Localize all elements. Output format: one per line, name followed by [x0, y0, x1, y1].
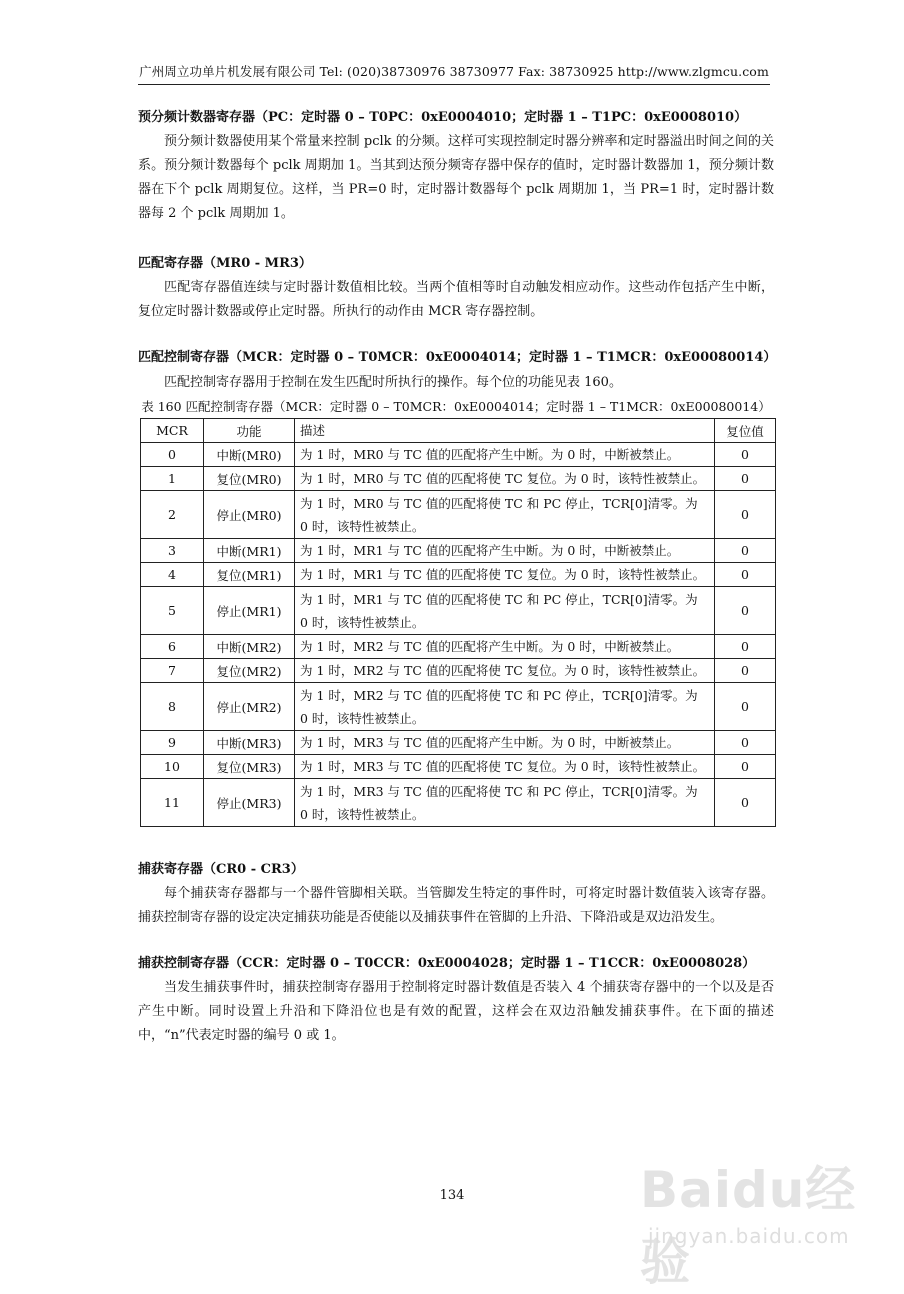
cell-description: 为 1 时，MR3 与 TC 值的匹配将使 TC 复位。为 0 时，该特性被禁止。: [295, 755, 715, 779]
cell-function: 中断(MR3): [204, 731, 295, 755]
cell-reset: 0: [715, 563, 776, 587]
cell-description: 为 1 时，MR2 与 TC 值的匹配将使 TC 和 PC 停止，TCR[0]清零。为 0 时，该特性被禁止。: [295, 683, 715, 731]
table-row: [141, 443, 776, 467]
cell-description: 为 1 时，MR2 与 TC 值的匹配将使 TC 复位。为 0 时，该特性被禁止。: [295, 659, 715, 683]
table-row: [141, 539, 776, 563]
section-body: 匹配寄存器值连续与定时器计数值相比较。当两个值相等时自动触发相应动作。这些动作包括产生中断，复位定时器计数器或停止定时器。所执行的动作由 MCR 寄存器控制。: [138, 280, 774, 319]
cell-function: 停止(MR0): [204, 491, 295, 539]
table-row: [141, 659, 776, 683]
section-prescale-counter: [138, 108, 774, 226]
cell-description: 为 1 时，MR3 与 TC 值的匹配将产生中断。为 0 时，中断被禁止。: [295, 731, 715, 755]
cell-function: 中断(MR1): [204, 539, 295, 563]
mcr-table: [140, 418, 776, 827]
table-row: [141, 587, 776, 635]
table-row: [141, 491, 776, 539]
section-title: 匹配寄存器（MR0 - MR3）: [138, 256, 312, 271]
header-function: 功能: [204, 419, 295, 443]
header-description: 描述: [295, 419, 715, 443]
watermark-url: jingyan.baidu.com: [648, 1224, 850, 1248]
cell-function: 中断(MR0): [204, 443, 295, 467]
cell-reset: 0: [715, 635, 776, 659]
section-capture-register: [138, 860, 774, 930]
cell-reset: 0: [715, 467, 776, 491]
cell-description: 为 1 时，MR3 与 TC 值的匹配将使 TC 和 PC 停止，TCR[0]清零。为 0 时，该特性被禁止。: [295, 779, 715, 827]
table-row: [141, 467, 776, 491]
section-title: 预分频计数器寄存器（PC：定时器 0 – T0PC：0xE0004010；定时器 1 – T1PC：0xE0008010）: [138, 110, 748, 125]
section-title: 匹配控制寄存器（MCR：定时器 0 – T0MCR：0xE0004014；定时器 1 – T1MCR：0xE00080014）: [138, 350, 777, 365]
table-row: [141, 635, 776, 659]
cell-mcr: 8: [141, 683, 204, 731]
cell-function: 中断(MR2): [204, 635, 295, 659]
cell-mcr: 7: [141, 659, 204, 683]
section-body: 预分频计数器使用某个常量来控制 pclk 的分频。这样可实现控制定时器分辨率和定时器溢出时间之间的关系。预分频计数器每个 pclk 周期加 1。当其到达预分频寄存器中保存的值时，定时器计数器加 1，预分频计数器在下个 pclk 周期复位。这样，当 PR=0 时，定时器计数器每个 pclk 周期加 1，当 PR=1 时，定时器计数器每 2 个 pclk 周期加 1。: [138, 134, 774, 221]
cell-reset: 0: [715, 779, 776, 827]
cell-mcr: 2: [141, 491, 204, 539]
header-reset: 复位值: [715, 419, 776, 443]
header-mcr: MCR: [141, 419, 204, 443]
section-title: 捕获控制寄存器（CCR：定时器 0 – T0CCR：0xE0004028；定时器 1 – T1CCR：0xE0008028）: [138, 956, 756, 971]
cell-description: 为 1 时，MR0 与 TC 值的匹配将使 TC 和 PC 停止，TCR[0]清零。为 0 时，该特性被禁止。: [295, 491, 715, 539]
cell-mcr: 4: [141, 563, 204, 587]
cell-reset: 0: [715, 587, 776, 635]
table-row: [141, 563, 776, 587]
cell-function: 复位(MR2): [204, 659, 295, 683]
cell-reset: 0: [715, 491, 776, 539]
cell-reset: 0: [715, 755, 776, 779]
page-header: 广州周立功单片机发展有限公司 Tel: (020)38730976 38730977 Fax: 38730925 http://www.zlgmcu.com: [138, 62, 770, 85]
section-capture-control-register: [138, 954, 774, 1048]
cell-mcr: 6: [141, 635, 204, 659]
cell-function: 复位(MR1): [204, 563, 295, 587]
cell-mcr: 1: [141, 467, 204, 491]
cell-reset: 0: [715, 443, 776, 467]
cell-description: 为 1 时，MR2 与 TC 值的匹配将产生中断。为 0 时，中断被禁止。: [295, 635, 715, 659]
cell-function: 复位(MR3): [204, 755, 295, 779]
table-header-row: [141, 419, 776, 443]
section-body: 匹配控制寄存器用于控制在发生匹配时所执行的操作。每个位的功能见表 160。: [164, 375, 622, 390]
table-row: [141, 731, 776, 755]
cell-mcr: 0: [141, 443, 204, 467]
section-body: 每个捕获寄存器都与一个器件管脚相关联。当管脚发生特定的事件时，可将定时器计数值装入该寄存器。捕获控制寄存器的设定决定捕获功能是否使能以及捕获事件在管脚的上升沿、下降沿或是双边沿发生。: [138, 886, 774, 925]
cell-mcr: 5: [141, 587, 204, 635]
section-match-register: [138, 254, 774, 324]
page-number: 134: [439, 1188, 465, 1203]
table-row: [141, 683, 776, 731]
cell-function: 停止(MR2): [204, 683, 295, 731]
cell-function: 停止(MR3): [204, 779, 295, 827]
cell-reset: 0: [715, 731, 776, 755]
watermark-logo: Baidu经验: [640, 1161, 857, 1291]
cell-mcr: 3: [141, 539, 204, 563]
cell-reset: 0: [715, 683, 776, 731]
cell-description: 为 1 时，MR0 与 TC 值的匹配将产生中断。为 0 时，中断被禁止。: [295, 443, 715, 467]
table-row: [141, 755, 776, 779]
cell-description: 为 1 时，MR1 与 TC 值的匹配将使 TC 和 PC 停止，TCR[0]清零。为 0 时，该特性被禁止。: [295, 587, 715, 635]
cell-mcr: 11: [141, 779, 204, 827]
baidu-watermark: [640, 1150, 890, 1291]
cell-mcr: 9: [141, 731, 204, 755]
table-caption: 表 160 匹配控制寄存器（MCR：定时器 0 – T0MCR：0xE0004014；定时器 1 – T1MCR：0xE00080014）: [141, 399, 771, 414]
cell-reset: 0: [715, 659, 776, 683]
section-title: 捕获寄存器（CR0 - CR3）: [138, 862, 304, 877]
section-match-control-register: [138, 348, 777, 417]
cell-reset: 0: [715, 539, 776, 563]
cell-description: 为 1 时，MR0 与 TC 值的匹配将使 TC 复位。为 0 时，该特性被禁止。: [295, 467, 715, 491]
cell-function: 停止(MR1): [204, 587, 295, 635]
table-row: [141, 779, 776, 827]
cell-function: 复位(MR0): [204, 467, 295, 491]
cell-mcr: 10: [141, 755, 204, 779]
cell-description: 为 1 时，MR1 与 TC 值的匹配将使 TC 复位。为 0 时，该特性被禁止。: [295, 563, 715, 587]
section-body: 当发生捕获事件时，捕获控制寄存器用于控制将定时器计数值是否装入 4 个捕获寄存器中的一个以及是否产生中断。同时设置上升沿和下降沿位也是有效的配置，这样会在双边沿触发捕获事件。在下面的描述中，“n”代表定时器的编号 0 或 1。: [138, 980, 774, 1043]
cell-description: 为 1 时，MR1 与 TC 值的匹配将产生中断。为 0 时，中断被禁止。: [295, 539, 715, 563]
